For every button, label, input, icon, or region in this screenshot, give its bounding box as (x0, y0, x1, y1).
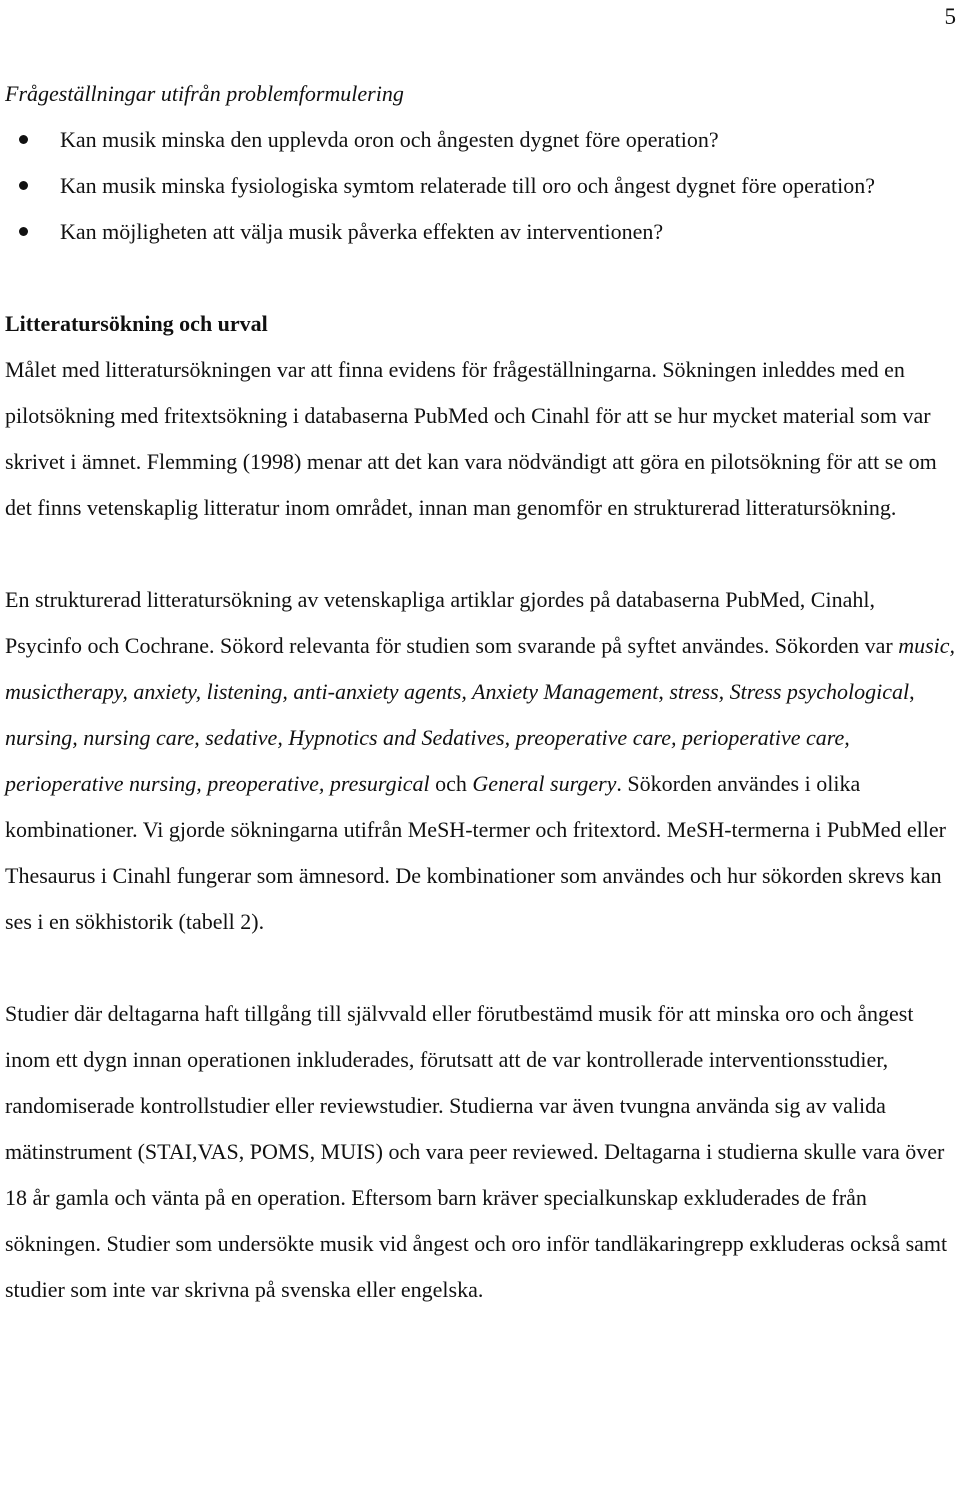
spacer (5, 255, 957, 301)
search-terms-a: music, musictherapy, anxiety, listening, anti-anxiety agents, Anxiety Management (5, 633, 956, 704)
subheading: Frågeställningar utifrån problemformulering (5, 81, 404, 106)
conjunction: och (429, 771, 473, 796)
spacer (5, 531, 957, 577)
page-number: 5 (944, 4, 956, 29)
list-item: Kan musik minska fysiologiska symtom relaterade till oro och ångest dygnet före operation? (5, 163, 957, 209)
separator: , (909, 679, 915, 704)
paragraph-2-intro: En strukturerad litteratursökning av vetenskapliga artiklar gjordes på databaserna PubMed, Cinahl, Psycinfo och Cochrane. Sökord relevanta för studien som svarande på syftet användes. Sökorden var (5, 587, 899, 658)
question-list (5, 117, 957, 255)
paragraph-2 (5, 577, 957, 945)
search-terms-d: General surgery (472, 771, 617, 796)
list-item: Kan musik minska den upplevda oron och ångesten dygnet före operation? (5, 117, 957, 163)
paragraph-3: Studier där deltagarna haft tillgång till självvald eller förutbestämd musik för att minska oro och ångest inom ett dygn innan operationen inkluderades, förutsatt att de var kontrollerade interventionsstudier, randomiserade kontrollstudier eller reviewstudier. Studierna var även tvungna använda sig av valida mätinstrument (STAI,VAS, POMS, MUIS) och vara peer reviewed. Deltagarna i studierna skulle vara över 18 år gamla och vänta på en operation. Eftersom barn kräver specialkunskap exkluderades de från sökningen. Studier som undersökte musik vid ångest och oro inför tandläkaringrepp exkluderas också samt studier som inte var skrivna på svenska eller engelska. (5, 1001, 948, 1302)
paragraph-1: Målet med litteratursökningen var att finna evidens för frågeställningarna. Sökningen inleddes med en pilotsökning med fritextsökning i databaserna PubMed och Cinahl för att se hur mycket material som var skrivet i ämnet. Flemming (1998) menar att det kan vara nödvändigt att göra en pilotsökning för att se om det finns vetenskaplig litteratur inom området, innan man genomför en strukturerad litteratursökning. (5, 357, 937, 520)
list-item: Kan möjligheten att välja musik påverka effekten av interventionen? (5, 209, 957, 255)
search-terms-c: nursing, nursing care, sedative, Hypnotics and Sedatives, preoperative care, perioperative care, perioperative nursing, preoperative, presurgical (5, 725, 850, 796)
document-body (5, 71, 957, 1313)
paragraph-2-outro: . Sökorden användes i olika kombinationer. Vi gjorde sökningarna utifrån MeSH-termer och fritextord. MeSH-termerna i PubMed eller Thesaurus i Cinahl fungerar som ämnesord. De kombinationer som användes och hur sökorden skrevs kan ses i en sökhistorik (tabell 2). (5, 771, 946, 934)
spacer (5, 945, 957, 991)
separator: , (658, 679, 670, 704)
section-heading: Litteratursökning och urval (5, 311, 268, 336)
search-terms-b: stress, Stress psychological (669, 679, 910, 704)
